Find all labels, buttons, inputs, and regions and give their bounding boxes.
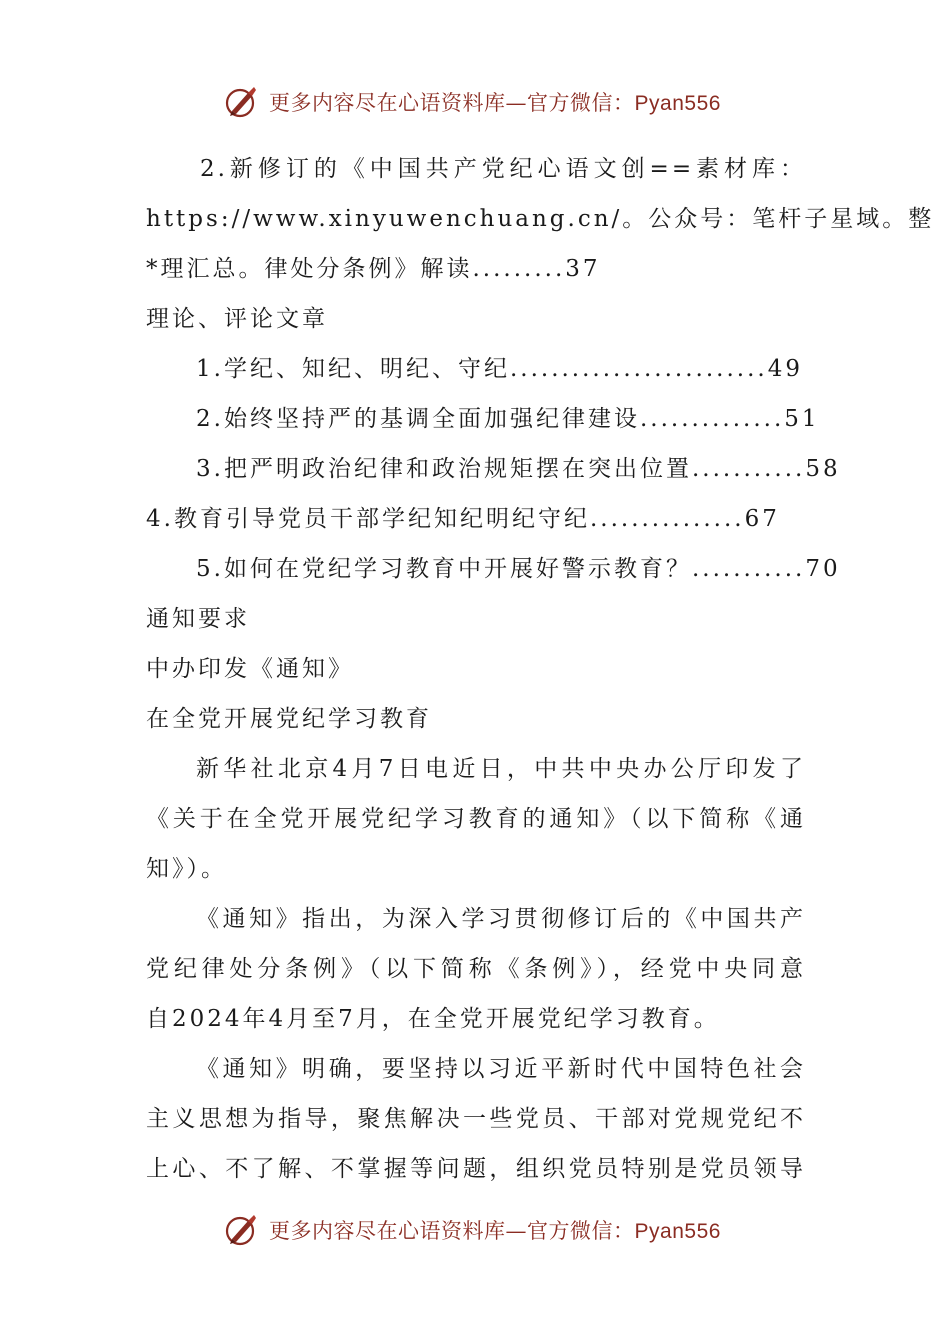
toc-item-2-line1: 2.新修订的《中国共产党纪心语文创==素材库： bbox=[200, 156, 806, 182]
notice-title-2: 在全党开展党纪学习教育 bbox=[146, 706, 432, 732]
paragraph-1-line1: 新华社北京4月7日电近日，中共中央办公厅印发了 bbox=[196, 756, 806, 782]
paragraph-2-line2: 党纪律处分条例》（以下简称《条例》），经党中央同意 bbox=[146, 956, 806, 982]
toc-theory-3: 3.把严明政治纪律和政治规矩摆在突出位置...........58 bbox=[196, 456, 841, 482]
paragraph-3-line2: 主义思想为指导，聚焦解决一些党员、干部对党规党纪不 bbox=[146, 1106, 806, 1132]
section-heading-theory: 理论、评论文章 bbox=[146, 306, 328, 332]
notice-title-1: 中办印发《通知》 bbox=[146, 656, 354, 682]
header-banner bbox=[0, 80, 950, 124]
footer-banner bbox=[0, 1208, 950, 1252]
pen-seal-logo-icon bbox=[223, 1212, 259, 1248]
banner-text: 更多内容尽在心语资料库—官方微信：Pyan556 bbox=[269, 1219, 721, 1243]
section-heading-notice: 通知要求 bbox=[146, 606, 250, 632]
paragraph-2-line1: 《通知》指出，为深入学习贯彻修订后的《中国共产 bbox=[196, 906, 806, 932]
toc-theory-2: 2.始终坚持严的基调全面加强纪律建设..............51 bbox=[196, 406, 820, 432]
paragraph-3-line1: 《通知》明确，要坚持以习近平新时代中国特色社会 bbox=[196, 1056, 806, 1082]
paragraph-2-line3: 自2024年4月至7月，在全党开展党纪学习教育。 bbox=[146, 1006, 720, 1032]
toc-theory-1: 1.学纪、知纪、明纪、守纪.........................49 bbox=[196, 356, 803, 382]
pen-seal-logo-icon bbox=[223, 84, 259, 120]
toc-theory-5: 5.如何在党纪学习教育中开展好警示教育？...........70 bbox=[196, 556, 841, 582]
toc-item-2-line3: *理汇总。律处分条例》解读.........37 bbox=[146, 256, 601, 282]
paragraph-3-line3: 上心、不了解、不掌握等问题，组织党员特别是党员领导 bbox=[146, 1156, 806, 1182]
toc-item-2-line2: https://www.xinyuwenchuang.cn/。公众号：笔杆子星域。整 bbox=[146, 206, 935, 232]
paragraph-1-line2: 《关于在全党开展党纪学习教育的通知》（以下简称《通 bbox=[146, 806, 806, 832]
document-body bbox=[146, 144, 935, 1194]
toc-theory-4: 4.教育引导党员干部学纪知纪明纪守纪...............67 bbox=[146, 506, 780, 532]
banner-handle: Pyan556 bbox=[634, 92, 721, 115]
banner-text: 更多内容尽在心语资料库—官方微信：Pyan556 bbox=[269, 91, 721, 115]
banner-handle: Pyan556 bbox=[634, 1220, 721, 1243]
paragraph-1-line3: 知》）。 bbox=[146, 856, 227, 882]
